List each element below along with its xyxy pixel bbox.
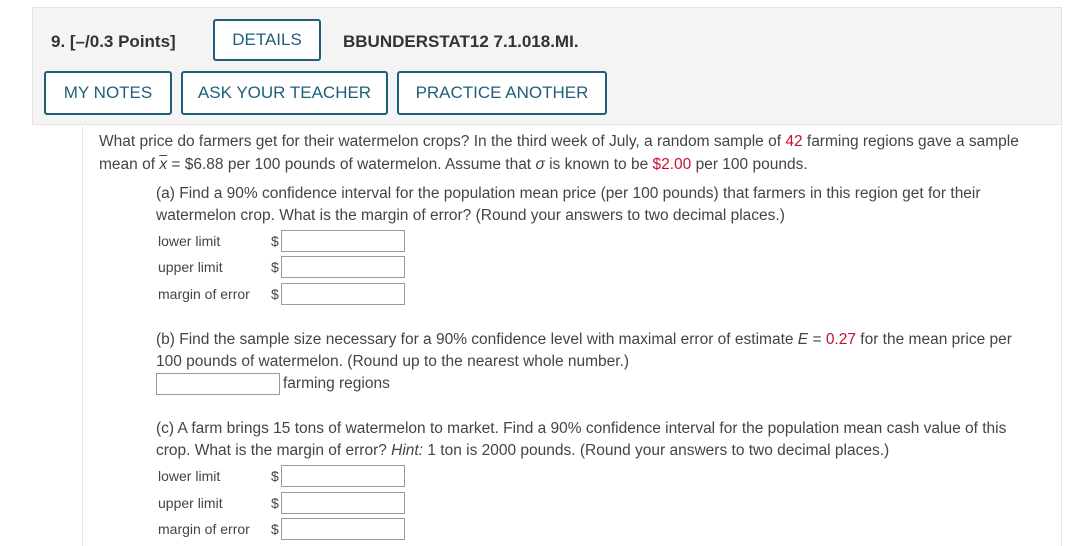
part-a-margin-currency: $ (271, 286, 279, 302)
part-c-upper-currency: $ (271, 495, 279, 511)
part-a-margin-label: margin of error (158, 286, 250, 302)
part-b-unit: farming regions (283, 375, 390, 392)
part-b-line-1: (b) Find the sample size necessary for a 90% confidence level with maximal error of estimate E = 0.27 for the mean price per (156, 331, 1012, 348)
part-a-upper-currency: $ (271, 259, 279, 275)
e-symbol: E (797, 331, 809, 348)
part-b-sample-size-input[interactable] (156, 373, 280, 395)
part-c-margin-currency: $ (271, 521, 279, 537)
details-button[interactable]: DETAILS (213, 19, 321, 61)
e-value: 0.27 (825, 331, 856, 348)
part-c-lower-currency: $ (271, 468, 279, 484)
part-a-line-2: watermelon crop. What is the margin of error? (Round your answers to two decimal places.) (156, 207, 785, 224)
xbar-symbol: $\overline{x}$ (159, 156, 168, 173)
part-a-margin-input[interactable] (281, 283, 405, 305)
part-c-margin-label: margin of error (158, 521, 250, 537)
question-points: 9. [–/0.3 Points] (51, 32, 176, 51)
part-c-lower-input[interactable] (281, 465, 405, 487)
part-c-line-1: (c) A farm brings 15 tons of watermelon to market. Find a 90% confidence interval for the population mean cash value of this (156, 420, 1007, 437)
part-c-upper-input[interactable] (281, 492, 405, 514)
part-a-upper-input[interactable] (281, 256, 405, 278)
sigma-value: $2.00 (652, 156, 692, 173)
part-a-line-1: (a) Find a 90% confidence interval for the population mean price (per 100 pounds) that farmers in this region get for their (156, 185, 981, 202)
sample-size-value: 42 (785, 133, 803, 150)
part-c-line-2: crop. What is the margin of error? Hint: 1 ton is 2000 pounds. (Round your answers to two decimal places.) (156, 442, 890, 459)
question-header (32, 7, 1062, 125)
part-a-lower-currency: $ (271, 233, 279, 249)
part-c-lower-label: lower limit (158, 468, 221, 484)
part-a-lower-input[interactable] (281, 230, 405, 252)
my-notes-button[interactable]: MY NOTES (44, 71, 172, 115)
part-c-upper-label: upper limit (158, 495, 223, 511)
ask-teacher-button[interactable]: ASK YOUR TEACHER (181, 71, 388, 115)
problem-code: BBUNDERSTAT12 7.1.018.MI. (343, 32, 579, 51)
part-c-margin-input[interactable] (281, 518, 405, 540)
practice-another-button[interactable]: PRACTICE ANOTHER (397, 71, 607, 115)
part-a-lower-label: lower limit (158, 233, 221, 249)
intro-line-1: What price do farmers get for their watermelon crops? In the third week of July, a random sample of 42 farming regions gave a sample (99, 133, 1019, 150)
intro-line-2: mean of $\overline{x}$ = $6.88 per 100 pounds of watermelon. Assume that σ is known to be $2.00 per 100 pounds. (99, 156, 808, 173)
sigma-symbol: σ (535, 156, 545, 173)
part-a-upper-label: upper limit (158, 259, 223, 275)
hint-label: Hint: (391, 442, 424, 459)
part-b-line-2: 100 pounds of watermelon. (Round up to the nearest whole number.) (156, 353, 630, 370)
